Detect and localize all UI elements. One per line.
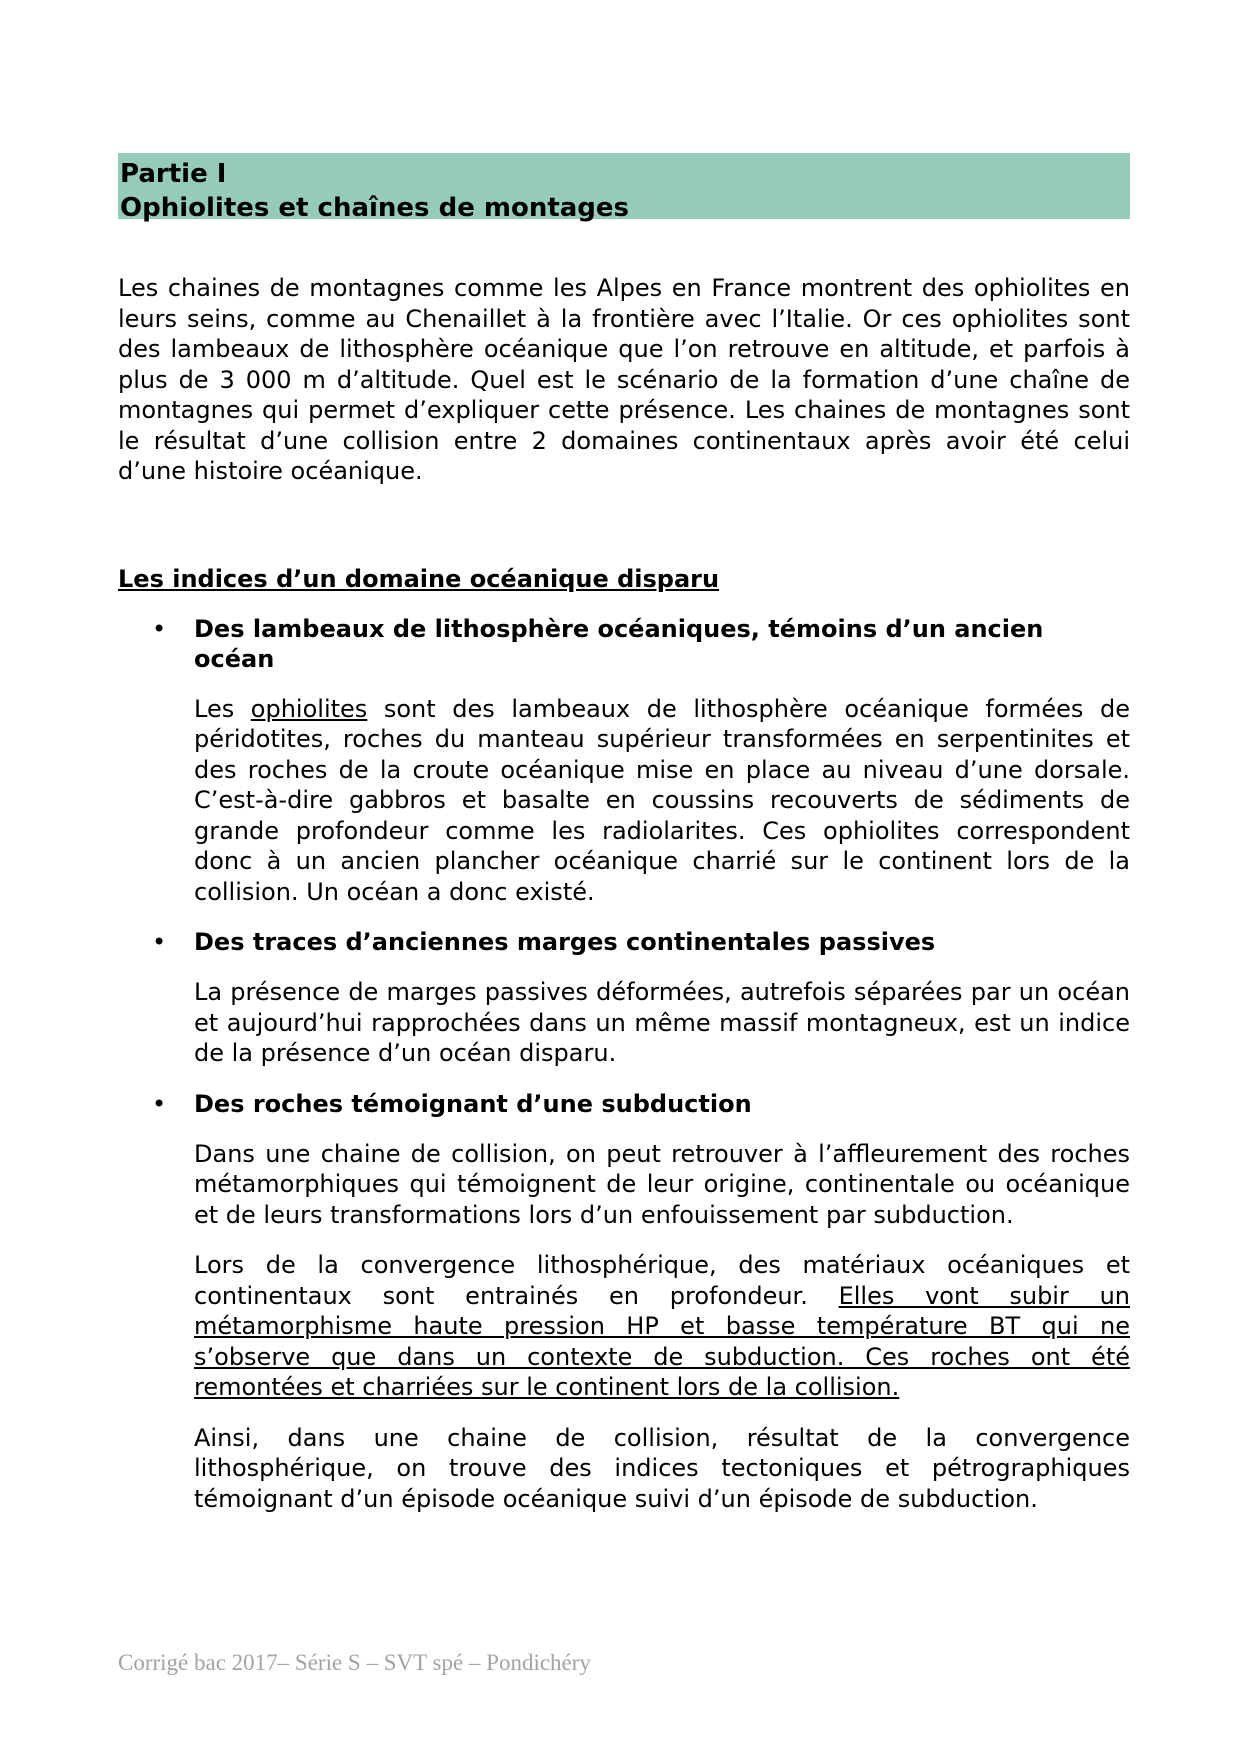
page-footer: Corrigé bac 2017– Série S – SVT spé – Pondichéry [118, 1650, 591, 1675]
document-page [118, 153, 1130, 1514]
bullet-dot: • [152, 1089, 167, 1118]
paragraph-subduction-2 [194, 1250, 1130, 1403]
bullet-heading-subduction [118, 1089, 1130, 1119]
bullet-title: Des lambeaux de lithosphère océaniques, témoins d’un ancien océan [194, 614, 1044, 673]
bullet-dot: • [152, 928, 167, 956]
bullet-heading-marges [118, 927, 1130, 957]
ophiolites-term: ophiolites [250, 694, 368, 723]
underlined-text: Elles vont subir un métamorphisme haute pression HP et basse température BT qui ne s’observe que dans un contexte de subduction. Ces roches ont été remontées et charriées sur le continent lors de la collision. [194, 1281, 1130, 1401]
paragraph-marges: La présence de marges passives déformées, autrefois séparées par un océan et aujourd’hui rapprochées dans un même massif montagneux, est un indice de la présence d’un océan disparu. [194, 978, 1130, 1067]
part-title: Ophiolites et chaînes de montages [120, 193, 630, 223]
paragraph-ophiolites [194, 694, 1130, 908]
bullet-title: Des traces d’anciennes marges continentales passives [194, 928, 936, 956]
intro-paragraph: Les chaines de montagnes comme les Alpes en France montrent des ophiolites en leurs seins, comme au Chenaillet à la frontière avec l’Italie. Or ces ophiolites sont des lambeaux de lithosphère océanique que l’on retrouve en altitude, et parfois à plus de 3 000 m d’altitude. Quel est le scénario de la formation d’une chaîne de montagnes qui permet d’expliquer cette présence. Les chaines de montagnes sont le résultat d’une collision entre 2 domaines continentaux après avoir été celui d’une histoire océanique. [118, 274, 1130, 485]
bullet-heading-ophiolites [118, 614, 1130, 674]
bullet-title: Des roches témoignant d’une subduction [194, 1089, 752, 1118]
section-title: Les indices d’un domaine océanique disparu [118, 564, 720, 593]
part-label: Partie I [120, 159, 227, 189]
text-run: Les [194, 694, 251, 723]
text-run: Lors de la convergence lithosphérique, des matériaux océaniques et continentaux sont entrainés en profondeur. [194, 1251, 1130, 1310]
paragraph-conclusion: Ainsi, dans une chaine de collision, résultat de la convergence lithosphérique, on trouve des indices tectoniques et pétrographiques témoignant d’un épisode océanique suivi d’un épisode de subduction. [194, 1423, 1130, 1513]
bullet-dot: • [152, 614, 167, 643]
text-run: sont des lambeaux de lithosphère océanique formées de péridotites, roches du manteau supérieur transformées en serpentinites et des roches de la croute océanique mise en place au niveau d’une dorsale. C’est-à-dire gabbros et basalte en coussins recouverts de sédiments de grande profondeur comme les radiolarites. Ces ophiolites correspondent donc à un ancien plancher océanique charrié sur le continent lors de la collision. Un océan a donc existé. [194, 694, 1130, 906]
part-header [118, 153, 1130, 223]
paragraph-subduction-1: Dans une chaine de collision, on peut retrouver à l’affleurement des roches métamorphiques qui témoignent de leur origine, continentale ou océanique et de leurs transformations lors d’un enfouissement par subduction. [194, 1139, 1130, 1229]
